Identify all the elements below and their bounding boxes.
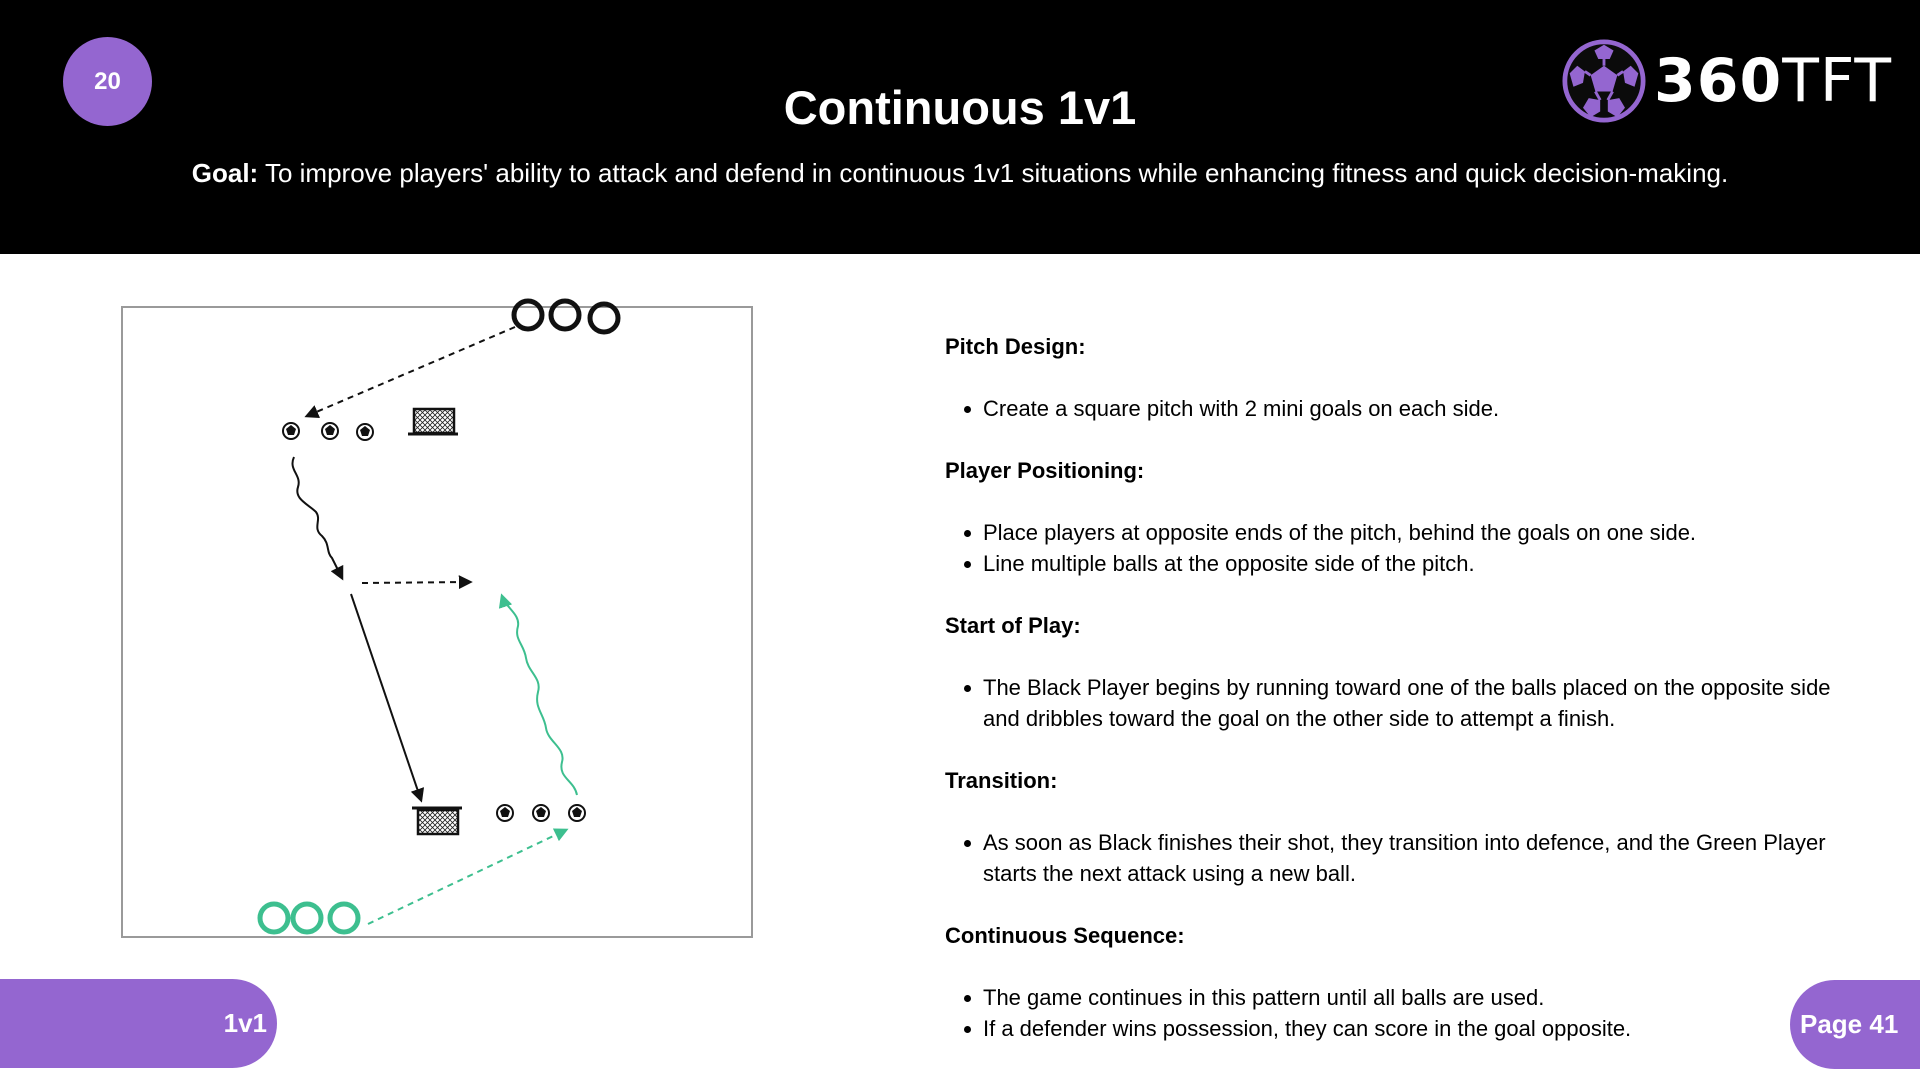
- drill-number-badge: 20: [63, 37, 152, 126]
- ball-icon: [533, 805, 549, 821]
- ball-icon: [322, 423, 338, 439]
- category-tab: 1v1: [0, 979, 277, 1068]
- goal-label: Goal:: [191, 158, 259, 188]
- section-heading-continuous-sequence: Continuous Sequence:: [945, 923, 1185, 948]
- balls-bottom-row: [497, 805, 585, 821]
- black-shot-arrow: [351, 594, 421, 800]
- green-player: [330, 904, 358, 932]
- green-player: [293, 904, 321, 932]
- transition-list: [945, 827, 1845, 889]
- black-player: [514, 301, 542, 329]
- list-item: The game continues in this pattern until all balls are used.: [945, 982, 1845, 1013]
- page-number-tab: Page 41: [1790, 980, 1920, 1069]
- goal-statement: [0, 158, 1920, 189]
- brand-number: 360: [1653, 46, 1783, 116]
- continuous-sequence-list: [945, 982, 1845, 1044]
- header-bar: [0, 0, 1920, 254]
- goal-text: To improve players' ability to attack and defend in continuous 1v1 situations while enhancing fitness and quick decision-making.: [258, 158, 1729, 188]
- ball-icon: [569, 805, 585, 821]
- ball-icon: [497, 805, 513, 821]
- black-player: [551, 301, 579, 329]
- section-heading-start-of-play: Start of Play:: [945, 613, 1081, 638]
- instructions-panel: [945, 331, 1845, 1075]
- mini-goal-bottom: [412, 808, 462, 834]
- section-heading-player-positioning: Player Positioning:: [945, 458, 1145, 483]
- ball-icon: [283, 423, 299, 439]
- list-item: Line multiple balls at the opposite side of the pitch.: [945, 548, 1845, 579]
- brand-logo: [1562, 36, 1892, 126]
- green-run-dashed-arrow: [368, 830, 566, 924]
- section-heading-pitch-design: Pitch Design:: [945, 334, 1086, 359]
- brand-letters: TFT: [1782, 46, 1892, 116]
- brand-wordmark: [1654, 46, 1892, 116]
- black-dribble-arrow: [292, 457, 342, 578]
- section-heading-transition: Transition:: [945, 768, 1058, 793]
- drill-diagram: [0, 254, 800, 974]
- green-player: [260, 904, 288, 932]
- list-item: Create a square pitch with 2 mini goals on each side.: [945, 393, 1845, 424]
- list-item: Place players at opposite ends of the pitch, behind the goals on one side.: [945, 517, 1845, 548]
- mini-goal-top: [408, 409, 458, 434]
- start-of-play-list: [945, 672, 1845, 734]
- green-players: [260, 904, 358, 932]
- black-run-dashed-arrow: [307, 327, 515, 416]
- black-pass-dashed-arrow: [362, 582, 470, 583]
- list-item: If a defender wins possession, they can score in the goal opposite.: [945, 1013, 1845, 1044]
- pitch-design-list: [945, 393, 1845, 424]
- green-dribble-arrow: [502, 596, 577, 795]
- player-positioning-list: [945, 517, 1845, 579]
- page-title: Continuous 1v1: [783, 81, 1137, 134]
- black-player: [590, 304, 618, 332]
- soccer-ball-icon: [1562, 37, 1646, 125]
- list-item: As soon as Black finishes their shot, they transition into defence, and the Green Player starts the next attack using a new ball.: [945, 827, 1845, 889]
- black-players: [514, 301, 618, 332]
- list-item: The Black Player begins by running toward one of the balls placed on the opposite side and dribbles toward the goal on the other side to attempt a finish.: [945, 672, 1845, 734]
- pitch-outline: [122, 307, 752, 937]
- balls-top-row: [283, 423, 373, 440]
- ball-icon: [357, 424, 373, 440]
